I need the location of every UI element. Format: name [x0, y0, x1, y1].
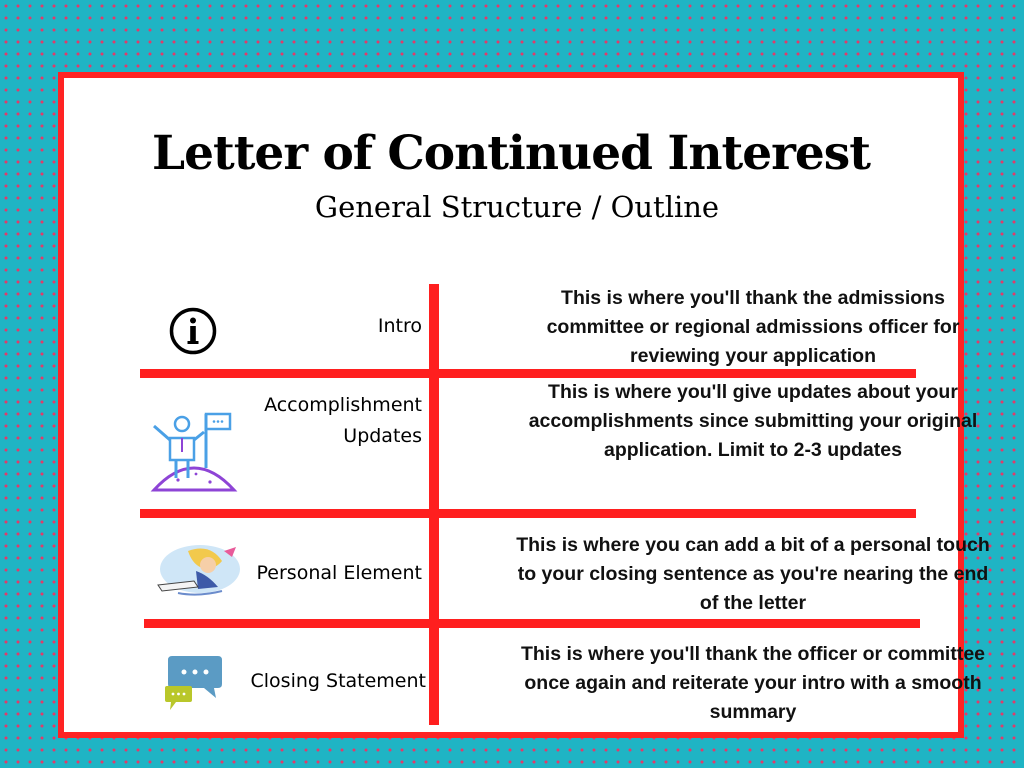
row-label-line: Updates [343, 425, 422, 447]
page-subtitle: General Structure / Outline [314, 190, 720, 224]
row-divider [140, 509, 916, 518]
outline-row-intro [140, 284, 960, 369]
outline-row-personal-element [140, 525, 990, 619]
page-title: Letter of Continued Interest [152, 126, 870, 181]
info-icon [168, 306, 218, 356]
row-label-accomplishment-updates [264, 390, 422, 452]
row-label-personal-element: Personal Element [256, 562, 422, 584]
row-divider [144, 619, 920, 628]
achievement-flag-icon [148, 408, 240, 494]
outline-row-accomplishment-updates [140, 378, 978, 509]
row-description-personal-element: This is where you can add a bit of a personal touch to your closing sentence as you're nearing the end of the letter [516, 534, 990, 614]
row-description-accomplishment-updates: This is where you'll give updates about your accomplishments since submitting your original application. Limit to 2-3 updates [528, 381, 978, 461]
row-label-closing-statement: Closing Statement [250, 670, 426, 692]
daydreaming-person-icon [148, 541, 244, 599]
row-label-line: Accomplishment [264, 394, 422, 416]
row-description-closing-statement: This is where you'll thank the officer or committee once again and reiterate your intro with a smooth summary [520, 643, 986, 723]
outline-card [58, 72, 990, 738]
row-description-intro: This is where you'll thank the admissions committee or regional admissions officer for reviewing your application [546, 287, 960, 367]
row-label-intro: Intro [377, 315, 422, 337]
chat-bubbles-icon [164, 654, 226, 714]
outline-row-closing-statement [140, 628, 986, 725]
